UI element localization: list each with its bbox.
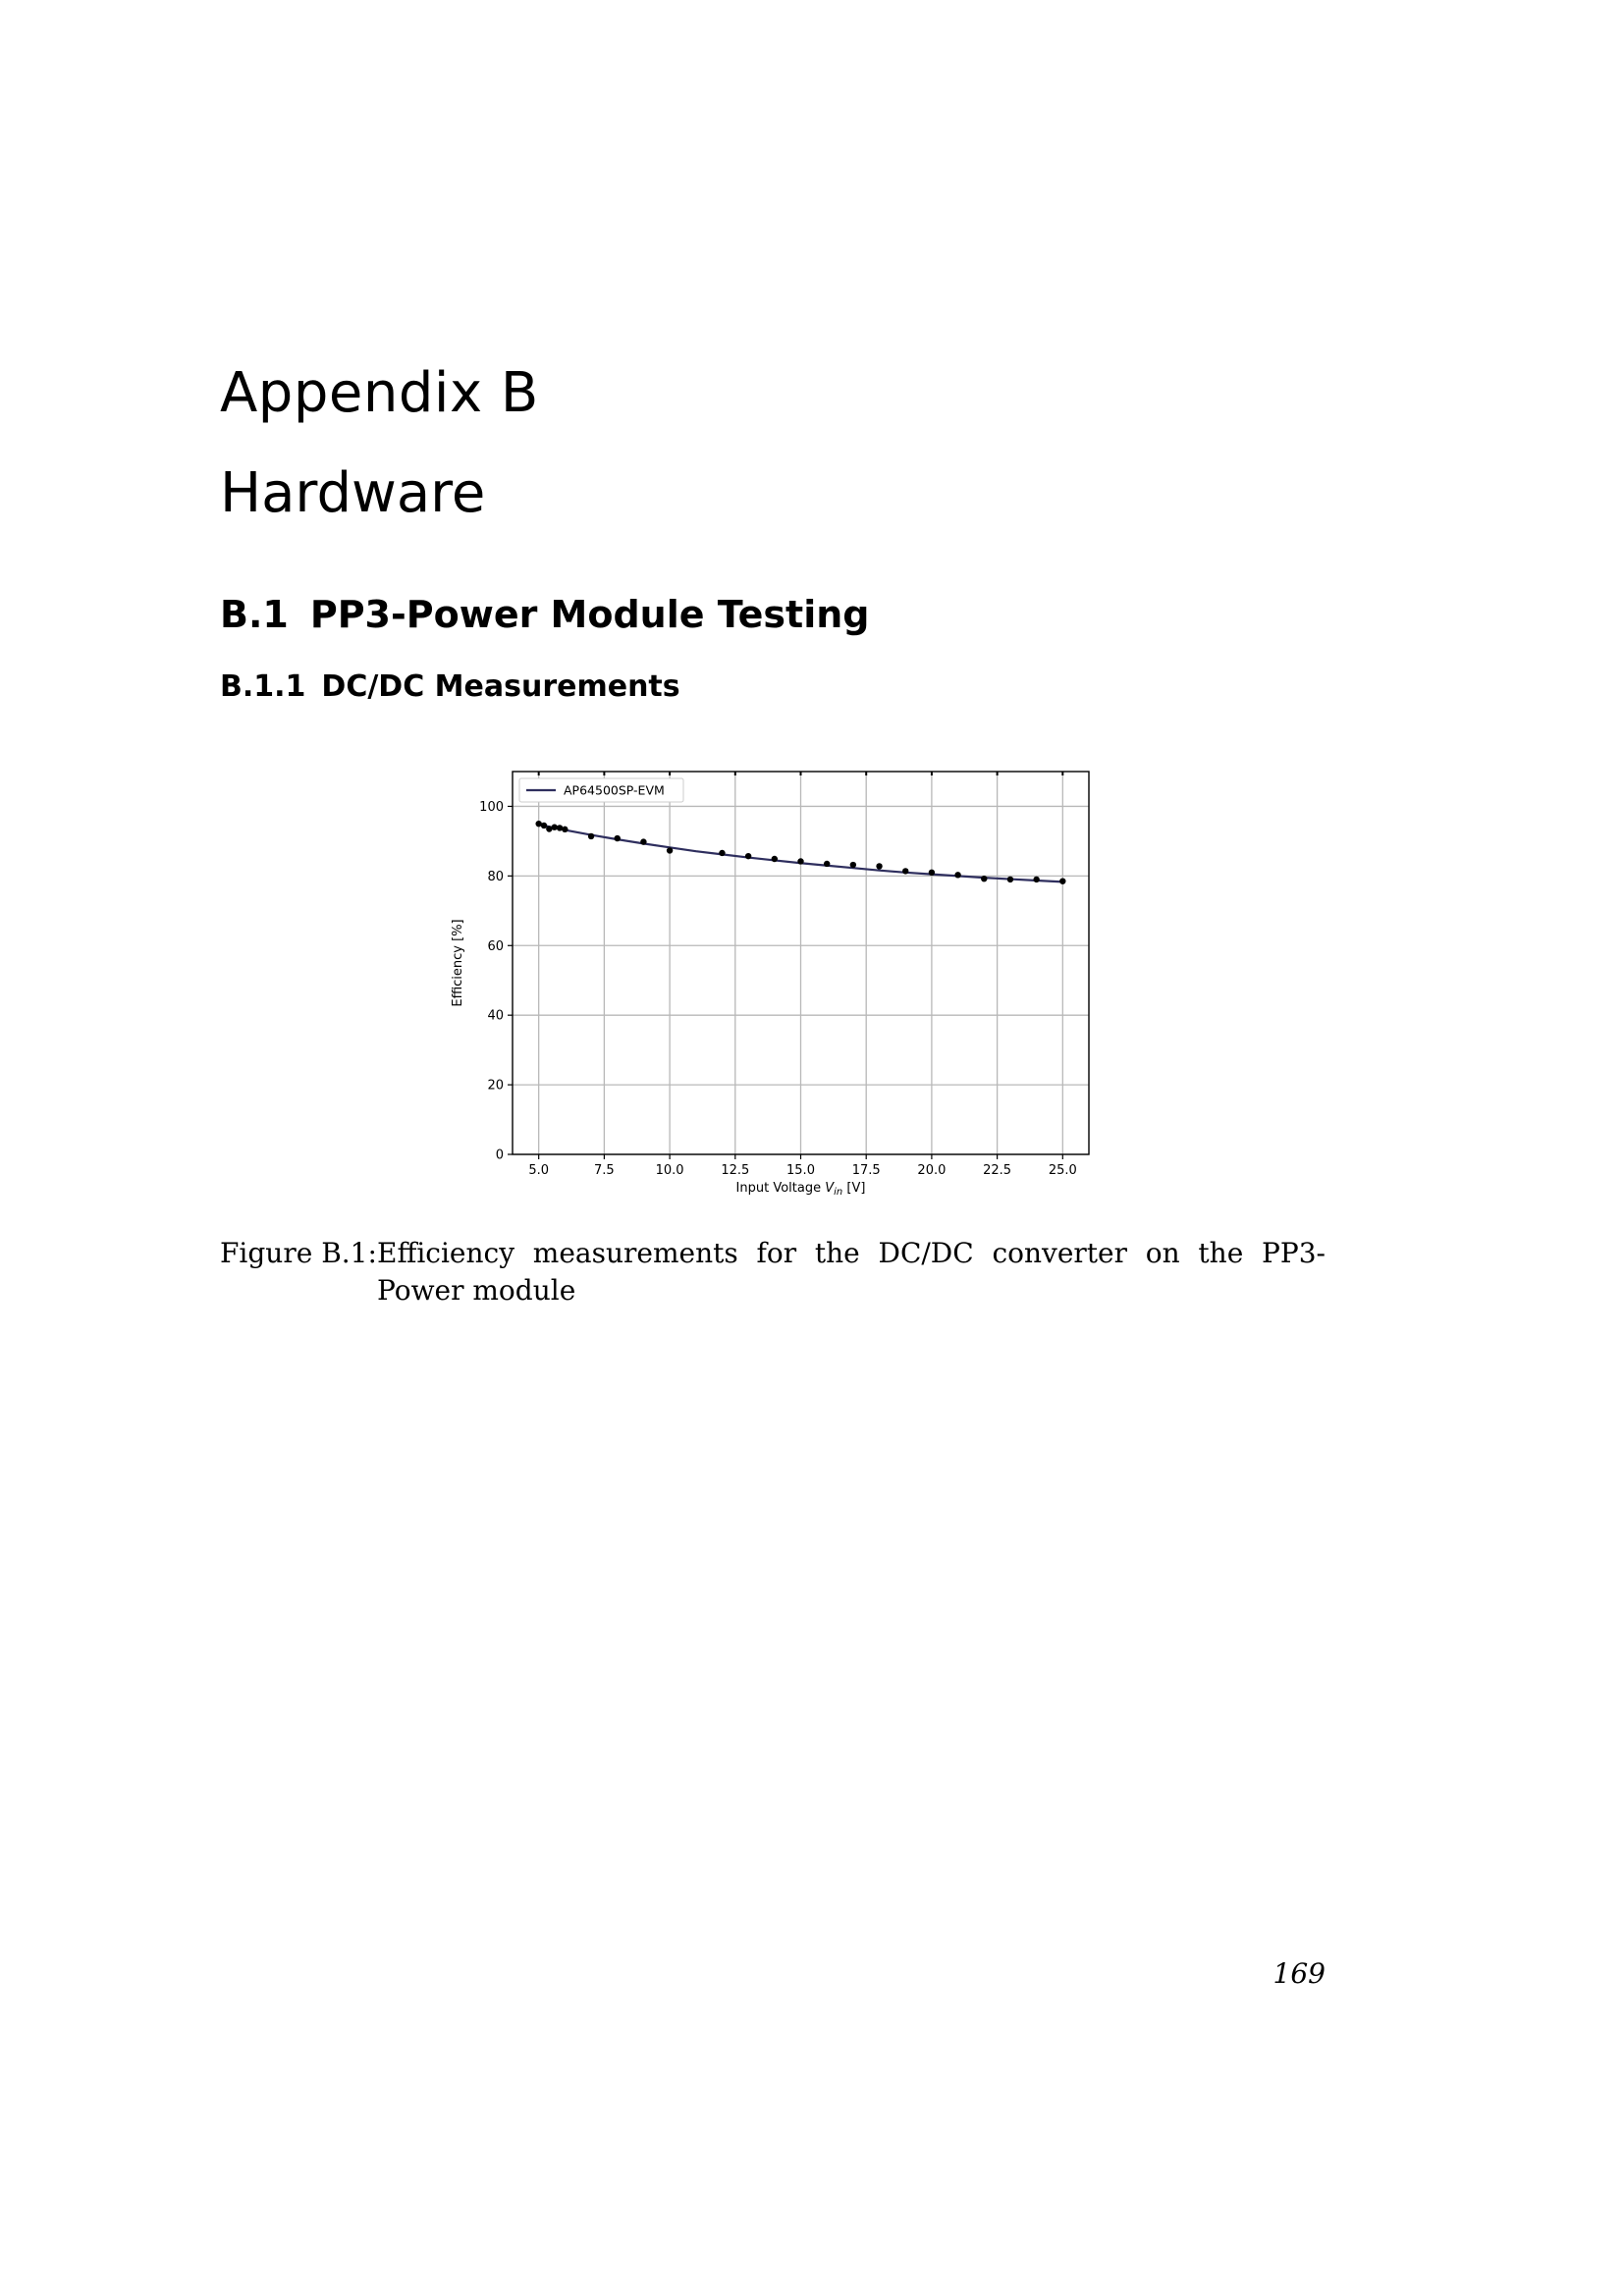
data-point	[981, 876, 987, 881]
subsection-title: DC/DC Measurements	[321, 669, 680, 704]
data-point	[588, 833, 594, 839]
data-point	[772, 856, 778, 862]
x-tick-label: 15.0	[786, 1163, 815, 1178]
data-point	[615, 835, 621, 841]
x-tick-label: 25.0	[1048, 1163, 1077, 1178]
data-point	[954, 872, 960, 878]
y-tick-label: 40	[487, 1008, 504, 1024]
y-axis-label: Efficiency [%]	[451, 919, 465, 1007]
subsection-number: B.1.1	[220, 669, 306, 704]
section-heading	[220, 593, 869, 636]
y-tick-label: 80	[487, 869, 504, 884]
data-point	[902, 868, 908, 874]
x-tick-label: 20.0	[917, 1163, 947, 1178]
chapter-label: Appendix B	[220, 361, 539, 425]
chart-labels	[451, 778, 1077, 1198]
y-tick-label: 0	[495, 1148, 504, 1163]
section-title: PP3-Power Module Testing	[309, 593, 870, 636]
y-tick-label: 20	[487, 1078, 504, 1094]
x-tick-label: 7.5	[594, 1163, 615, 1178]
data-point	[640, 838, 646, 844]
data-point	[876, 863, 882, 869]
page-number: 169	[1272, 1957, 1326, 1990]
data-point	[1059, 878, 1065, 883]
figure-caption-text: Efficiency measurements for the DC/DC converter on the PP3-Power module	[377, 1237, 1326, 1307]
data-point	[1033, 877, 1039, 882]
data-point	[745, 853, 751, 859]
data-point	[562, 827, 568, 832]
data-point	[667, 847, 673, 853]
data-point	[797, 858, 803, 864]
data-point	[1007, 877, 1013, 882]
subsection-heading	[220, 669, 680, 704]
x-tick-label: 22.5	[983, 1163, 1012, 1178]
data-point	[541, 823, 547, 828]
x-tick-label: 12.5	[721, 1163, 750, 1178]
chapter-title: Hardware	[220, 461, 486, 525]
x-tick-label: 17.5	[851, 1163, 881, 1178]
chart-axes	[508, 772, 1089, 1159]
data-point	[719, 850, 725, 856]
x-axis-label: Input Voltage $V_{in}$ [V]	[735, 1181, 866, 1198]
legend-label: AP64500SP-EVM	[564, 782, 665, 798]
efficiency-chart	[432, 756, 1100, 1207]
figure-label: Figure B.1:	[220, 1237, 377, 1269]
data-point	[850, 862, 856, 868]
chart-grid	[513, 772, 1089, 1154]
data-point	[929, 870, 935, 876]
data-point	[824, 861, 830, 867]
y-tick-label: 100	[479, 799, 504, 815]
section-number: B.1	[220, 593, 289, 636]
x-tick-label: 10.0	[655, 1163, 684, 1178]
data-point	[557, 825, 563, 830]
x-tick-label: 5.0	[528, 1163, 550, 1178]
y-tick-label: 60	[487, 938, 504, 954]
